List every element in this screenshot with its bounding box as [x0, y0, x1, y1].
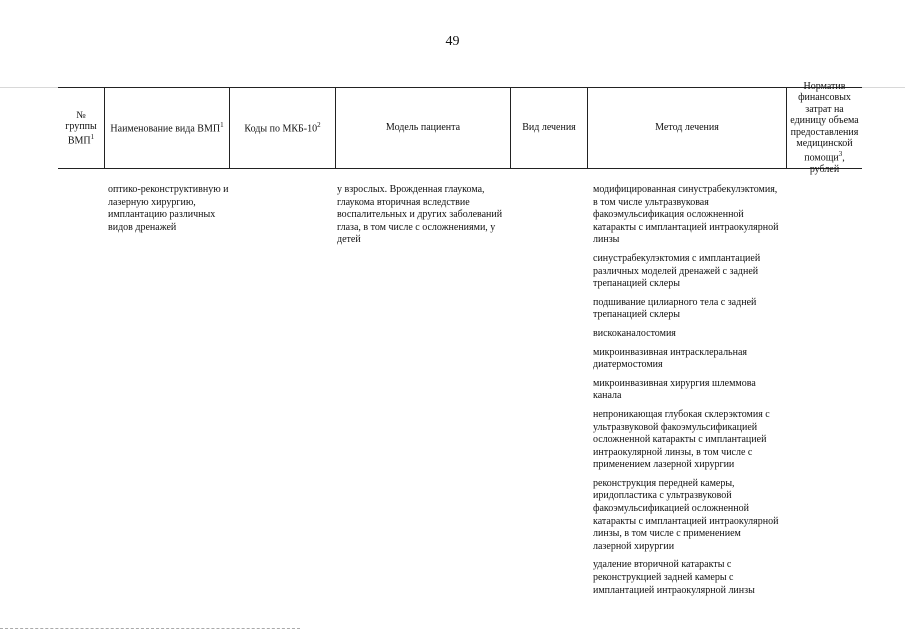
treatment-method-cell — [593, 184, 781, 603]
header-patient-model: Модель пациента — [385, 122, 461, 134]
method-item: модифицированная синустрабекулэктомия, в том числе ультразвуковая факоэмульсификация осложненной катаракты с имплантацией интраокулярной линзы — [593, 184, 779, 246]
header-cost-norm-unit: , рублей — [809, 152, 845, 175]
method-item: вискоканалостомия — [593, 327, 676, 339]
header-group-no-text: № группы ВМП — [65, 109, 97, 146]
footnote-mark: 2 — [317, 121, 321, 130]
method-item: реконструкция передней камеры, иридопластика с ультразвуковой факоэмульсификацией осложненной катаракты с имплантацией интраокулярной линзы, в том числе с применением лазерной хирургии — [593, 477, 779, 552]
footnote-mark: 1 — [220, 121, 224, 130]
header-vmp-name-text: Наименование вида ВМП — [110, 123, 221, 135]
method-item: непроникающая глубокая склерэктомия с ультразвуковой факоэмульсификацией осложненной катаракты с имплантацией интраокулярной линзы, в том числе с применением лазерной хирургии — [593, 408, 770, 471]
bottom-rule — [0, 628, 300, 630]
header-vmp-name — [105, 88, 229, 168]
page-number: 49 — [445, 34, 460, 49]
header-icd-codes-text: Коды по МКБ-10 — [244, 123, 318, 135]
patient-model-cell: у взрослых. Врожденная глаукома, глаукома вторичная вследствие воспалительных и других заболеваний глаза, в том числе с осложнениями, у детей — [337, 184, 503, 246]
footnote-mark: 3 — [838, 149, 843, 158]
header-group-no — [58, 88, 104, 168]
header-cost-norm — [787, 80, 862, 175]
header-treatment-method: Метод лечения — [655, 122, 719, 134]
method-item: микроинвазивная хирургия шлеммова канала — [593, 377, 756, 402]
method-item: удаление вторичной катаракты с реконструкцией задней камеры с имплантацией интраокулярной линзы — [593, 559, 755, 596]
vmp-name-cell: оптико-реконструктивную и лазерную хирургию, имплантацию различных видов дренажей — [108, 184, 229, 233]
method-item: подшивание цилиарного тела с задней трепанацией склеры — [593, 296, 757, 321]
footnote-mark: 1 — [90, 132, 95, 141]
method-item: синустрабекулэктомия с имплантацией различных моделей дренажей с задней трепанацией склеры — [593, 252, 761, 290]
header-treatment-type: Вид лечения — [522, 122, 576, 134]
header-icd-codes — [230, 88, 335, 168]
method-item: микроинвазивная интрасклеральная диатермостомия — [593, 346, 748, 371]
table-header — [58, 80, 862, 175]
header-cost-norm-text: Норматив финансовых затрат на единицу объема предоставления медицинской помощи — [790, 80, 859, 164]
